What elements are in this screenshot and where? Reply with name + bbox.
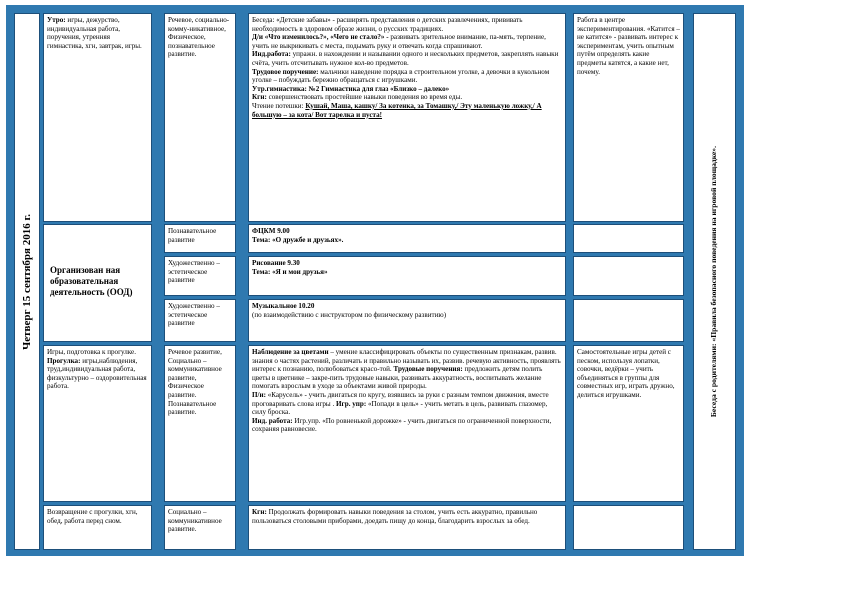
walk-line: Наблюдение за цветами – умение классифицировать объекты по существенным признакам, развив. знания о частях растений, различать и правильно называть их, развив. речевую активность, проявлять интерес к познанию, полюбоваться красо-той. Трудовые поручения: предложить детям полить цветы в цветнике – закре-пить трудовые навыки, развивать аккуратность, воспитывать желание помогать взрослым в уходе за объектами живой природы. [252,348,561,391]
ood-head: Рисование 9.30 [252,259,300,267]
ood-right-cell [573,224,684,253]
morning-line: Утр.гимнастика: №2 Гимнастика для глаз «Близко – далеко» [252,84,450,93]
walk-areas-cell [164,345,236,502]
ood-right-cell [573,299,684,342]
morning-label-bold: Утро: [47,16,66,24]
walk-line: П/и: «Карусель» - учить двигаться по кругу, взявшись за руки с разным темпом движения, вместе проговаривать слова игры . Игр. упр: «Попади в цель» - учить метать в цель, развивать глазомер, силу броска. [252,390,549,417]
walk-label: Игры, подготовка к прогулке. [47,348,136,356]
ood-area: Художественно – эстетическое развитие [168,302,220,328]
morning-line: Д/и «Что изменилось?», «Чего не стало?» - развивать зрительное внимание, па-мять, терпение, учить не выкрикивать с места, подымать руку и отвечать когда спрашивают. [252,33,546,50]
ood-area-cell [164,224,236,253]
parents-cell [693,13,736,550]
walk-areas: Речевое развитие, Социально – коммуникативное развитие, Физическое развитие. Познавательное развитие. [168,348,222,417]
ood-content-cell [248,256,566,296]
poem-text: Кушай, Маша, кашку/ За котенка, за Томашку,/ Эту маленькую ложку,/ А большую – за кота/ Вот тарелка и пуста! [252,101,542,119]
ood-head: Музыкальное 10.20 [252,302,315,310]
morning-right: Работа в центре экспериментирования. «Катится – не катится» - развивать интерес к экспериментам, учить опытным путём определять какие предметы катятся, а какие нет, почему. [577,16,680,76]
morning-line: Инд.работа: упражн. в нахождении и назывании одного и нескольких предметов, закреплять навыки счёта, учить отсчитывать нужное кол-во предметов. [252,50,559,67]
morning-areas: Речевое, социально-комму-никативное, Физическое, познавательное развитие. [168,16,230,59]
morning-content-cell [248,13,566,222]
walk-content-cell [248,345,566,502]
ood-label-cell [43,224,152,342]
ood-text: (по взаимодействию с инструктором по физическому развитию) [252,310,447,319]
ood-area-cell [164,299,236,342]
return-right-cell [573,505,684,550]
walk-line: Инд. работа: Игр.упр. «По ровненькой дорожке» - учить двигаться по ограниченной поверхности, сохраняя равновесие. [252,416,552,434]
walk-label-cell [43,345,152,502]
ood-text: Тема: «Я и мои друзья» [252,267,328,276]
return-content: Продолжать формировать навыки поведения за столом, учить есть аккуратно, правильно пользоваться столовыми приборами, доедать пищу до конца, благодарить взрослых за обед. [252,508,538,525]
return-label-cell [43,505,152,550]
walk-label-text: игры,наблюдения, труд,индивидуальная работа, физкультурно – оздоровительная работа. [47,356,147,391]
morning-areas-cell [164,13,236,222]
date-label: Четверг 15 сентября 2016 г. [20,213,33,350]
walk-right-cell [573,345,684,502]
parents-note: Беседа с родителями: «Правила безопасного поведения на игровой площадке». [709,145,719,418]
return-areas-cell [164,505,236,550]
walk-label-bold: Прогулка: [47,356,81,365]
ood-content-cell [248,224,566,253]
return-content-cell [248,505,566,550]
ood-area: Художественно – эстетическое развитие [168,259,220,285]
return-label: Возвращение с прогулки, хгн, обед, работа перед сном. [47,508,138,525]
ood-area: Познавательное развитие [168,227,217,244]
ood-area-cell [164,256,236,296]
ood-right-cell [573,256,684,296]
ood-title: Организован ная образовательная деятельность (ООД) [50,265,133,297]
morning-label-cell [43,13,152,222]
ood-text: Тема: «О дружбе и друзьях». [252,235,344,244]
morning-line: Трудовое поручение: мальчики наведение порядка в строительном уголке, а девочки в кукольном уголке – побуждать бережно обращаться с игрушками. [252,67,550,85]
morning-line: Кгн: совершенствовать простейшие навыки поведения во время еды. [252,93,463,102]
ood-head: ФЦКМ 9.00 [252,227,290,235]
morning-line: Беседа: «Детские забавы» - расширять представления о детских развлечениях, прививать необходимость в здоровом образе жизни, о русских традициях. [252,16,523,33]
return-areas: Социально – коммуникативное развитие. [168,508,222,534]
morning-label-text: игры, дежурство, индивидуальная работа, поручения, утренняя гимнастика, хгн, завтрак, игры. [47,16,142,50]
date-cell [14,13,40,550]
morning-line: Чтение потешки: Кушай, Маша, кашку/ За котенка, за Томашку,/ Эту маленькую ложку,/ А большую – за кота/ Вот тарелка и пуста! [252,101,542,119]
return-content-bold: Кгн: [252,508,267,516]
walk-right: Самостоятельные игры детей с песком, используя лопатки, совочки, ведёрки – учить объединяться в группы для совместных игр, играть дружно, делиться игрушками. [577,348,675,399]
ood-content-cell [248,299,566,342]
morning-right-cell [573,13,684,222]
